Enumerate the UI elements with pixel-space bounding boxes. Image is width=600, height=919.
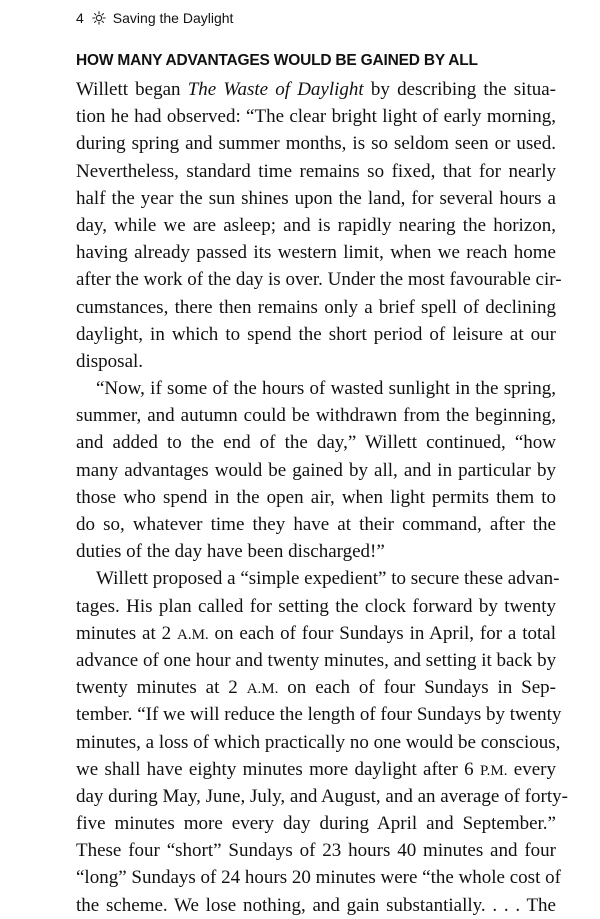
text-line: advance of one hour and twenty minutes, and setting it back by — [76, 649, 557, 671]
section-heading: HOW MANY ADVANTAGES WOULD BE GAINED BY ALL — [76, 52, 478, 69]
text-line: twenty minutes at 2 A.M. on each of four Sundays in Sep- — [76, 677, 557, 699]
text-line: those who spend in the open air, when light permits them to — [76, 486, 556, 508]
text-line: the scheme. We lose nothing, and gain substantially. . . . The — [76, 894, 556, 916]
text-line: disposal. — [76, 350, 144, 372]
text-line: summer, and autumn could be withdrawn from the beginning, — [76, 405, 556, 427]
text-line: half the year the sun shines upon the land, for several hours a — [76, 187, 556, 209]
sun-icon — [92, 11, 106, 25]
text-line: minutes at 2 A.M. on each of four Sundays in April, for a total — [76, 622, 556, 644]
text-line: Willett proposed a “simple expedient” to secure these advan- — [96, 568, 560, 590]
text-line: cumstances, there then remains only a brief spell of declining — [76, 296, 556, 318]
text-line: day during May, June, July, and August, and an average of forty- — [76, 785, 568, 807]
text-line: tages. His plan called for setting the clock forward by twenty — [76, 595, 556, 617]
text-line: having already passed its western limit, when we reach home — [76, 242, 556, 264]
text-line: we shall have eighty minutes more daylight after 6 P.M. every — [76, 758, 556, 780]
text-line: “Now, if some of the hours of wasted sunlight in the spring, — [96, 378, 556, 400]
text-line: “long” Sundays of 24 hours 20 minutes were “the whole cost of — [76, 867, 561, 889]
book-title: Saving the Daylight — [112, 10, 234, 26]
text-line: duties of the day have been discharged!” — [76, 541, 385, 563]
text-line: after the work of the day is over. Under the most favourable cir- — [76, 269, 562, 291]
text-line: Nevertheless, standard time remains so fixed, that for nearly — [76, 160, 556, 182]
text-line: Willett began The Waste of Daylight by describing the situa- — [76, 79, 556, 100]
text-line: minutes, a loss of which practically no one would be conscious, — [76, 731, 561, 753]
body-text — [76, 76, 568, 919]
running-head — [76, 7, 233, 29]
text-line: day, while we are asleep; and is rapidly nearing the horizon, — [76, 214, 556, 236]
text-line: do so, whatever time they have at their command, after the — [76, 514, 556, 535]
text-line: tion he had observed: “The clear bright light of early morning, — [76, 106, 556, 128]
text-line: tember. “If we will reduce the length of four Sundays by twenty — [76, 704, 562, 726]
text-line: during spring and summer months, is so seldom seen or used. — [76, 133, 556, 155]
text-line: These four “short” Sundays of 23 hours 40 minutes and four — [76, 840, 556, 862]
text-line: many advantages would be gained by all, and in particular by — [76, 459, 556, 481]
page-number: 4 — [76, 10, 84, 26]
text-line: five minutes more every day during April and September.” — [76, 813, 556, 835]
text-line: daylight, in which to spend the short period of leisure at our — [76, 323, 556, 345]
text-line: and added to the end of the day,” Willett continued, “how — [76, 432, 556, 454]
